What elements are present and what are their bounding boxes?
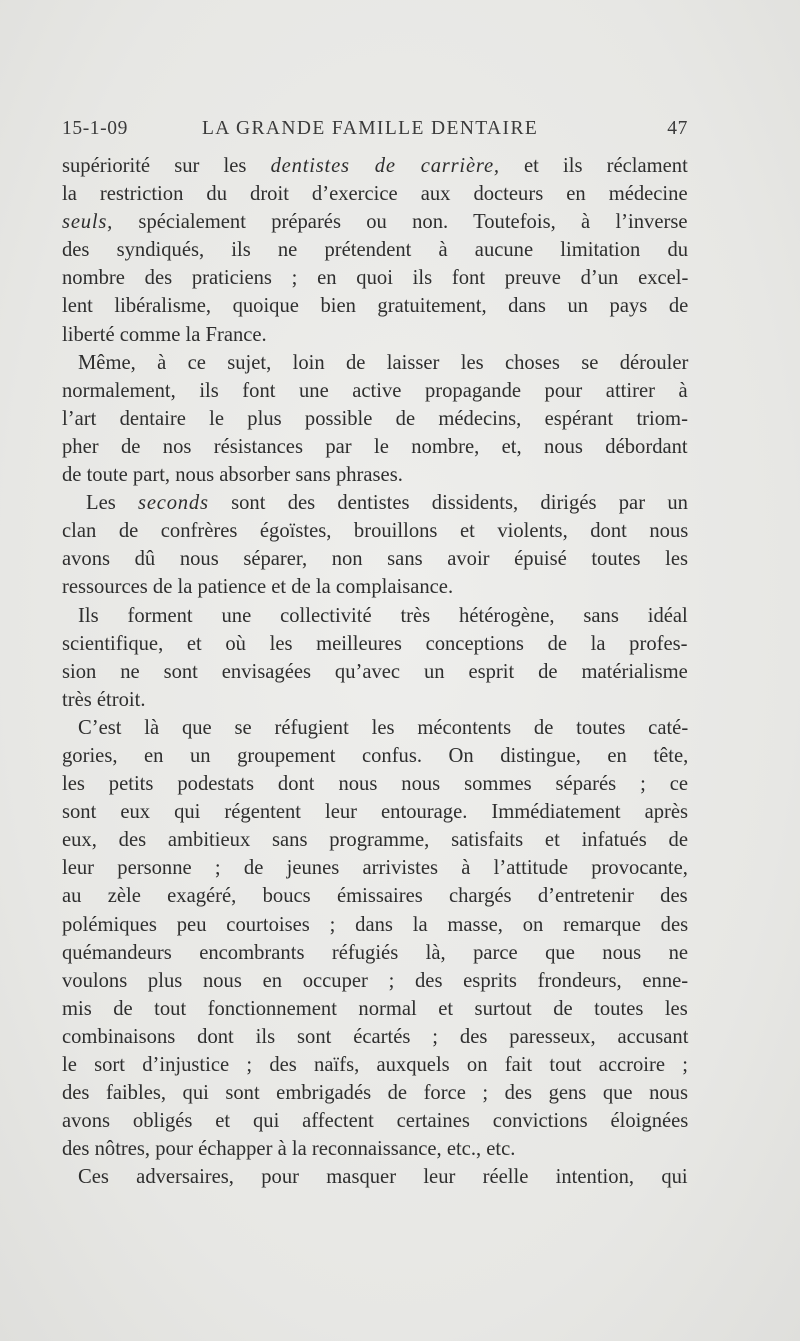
text-line: quémandeurs encombrants réfugiés là, parce que nous ne xyxy=(62,941,689,964)
text-line: eux, des ambitieux sans programme, satisfaits et infatués de xyxy=(62,829,688,852)
text-line: des syndiqués, ils ne prétendent à aucune limitation du xyxy=(62,239,689,262)
paragraph-start-line: Les seconds sont des dentistes dissidents, dirigés par un xyxy=(86,492,688,515)
text-line: ressources de la patience et de la complaisance. xyxy=(62,576,454,599)
page-number: 47 xyxy=(667,118,688,139)
text-line: les petits podestats dont nous nous sommes séparés ; ce xyxy=(62,773,689,796)
text-line: supériorité sur les dentistes de carrière, et ils réclament xyxy=(62,155,688,177)
text-line: polémiques peu courtoises ; dans la masse, on remarque des xyxy=(62,913,689,936)
text-line: la restriction du droit d’exercice aux docteurs en médecine xyxy=(62,183,688,206)
header-title: LA GRANDE FAMILLE DENTAIRE xyxy=(202,118,539,139)
text-line: avons dû nous séparer, non sans avoir épuisé toutes les xyxy=(62,548,689,571)
text-line: de toute part, nous absorber sans phrases. xyxy=(62,464,403,487)
text-line: scientifique, et où les meilleures conceptions de la profes- xyxy=(62,632,688,655)
text-line: l’art dentaire le plus possible de médecins, espérant triom- xyxy=(62,407,688,430)
text-line: mis de tout fonctionnement normal et surtout de toutes les xyxy=(62,997,688,1020)
text-line: le sort d’injustice ; des naïfs, auxquels on fait tout accroire ; xyxy=(62,1054,688,1076)
text-line: normalement, ils font une active propagande pour attirer à xyxy=(62,379,688,402)
text-line: voulons plus nous en occuper ; des esprits frondeurs, enne- xyxy=(62,969,689,992)
running-header xyxy=(62,118,688,148)
text-line: seuls, spécialement préparés ou non. Toutefois, à l’inverse xyxy=(62,211,688,234)
text-line: nombre des praticiens ; en quoi ils font preuve d’un excel- xyxy=(62,267,689,290)
text-line: très étroit. xyxy=(62,688,146,711)
body-text xyxy=(62,152,688,1191)
text-line: des nôtres, pour échapper à la reconnaissance, etc., etc. xyxy=(62,1138,516,1161)
text-line: leur personne ; de jeunes arrivistes à l’attitude provocante, xyxy=(62,857,688,880)
text-line: lent libéralisme, quoique bien gratuitement, dans un pays de xyxy=(62,295,689,318)
text-line: gories, en un groupement confus. On distingue, en tête, xyxy=(62,744,689,767)
text-line: sont eux qui régentent leur entourage. Immédiatement après xyxy=(62,801,689,824)
text-line: avons obligés et qui affectent certaines convictions éloignées xyxy=(62,1110,689,1133)
text-line: au zèle exagéré, boucs émissaires chargés d’entretenir des xyxy=(62,885,688,908)
text-line: des faibles, qui sont embrigadés de force ; des gens que nous xyxy=(62,1082,688,1105)
text-line: liberté comme la France. xyxy=(62,323,267,346)
text-line: combinaisons dont ils sont écartés ; des paresseux, accusant xyxy=(62,1025,689,1048)
text-line: sion ne sont envisagées qu’avec un esprit de matérialisme xyxy=(62,660,688,683)
paragraph-start-line: C’est là que se réfugient les mécontents de toutes caté- xyxy=(78,716,689,739)
text-line: clan de confrères égoïstes, brouillons et violents, dont nous xyxy=(62,520,689,543)
header-date: 15-1-09 xyxy=(62,118,128,139)
paragraph-start-line: Ces adversaires, pour masquer leur réelle intention, qui xyxy=(78,1166,688,1189)
paragraph-start-line: Même, à ce sujet, loin de laisser les choses se dérouler xyxy=(78,351,689,374)
text-line: pher de nos résistances par le nombre, et, nous débordant xyxy=(62,435,688,458)
paragraph-start-line: Ils forment une collectivité très hétérogène, sans idéal xyxy=(78,604,688,627)
